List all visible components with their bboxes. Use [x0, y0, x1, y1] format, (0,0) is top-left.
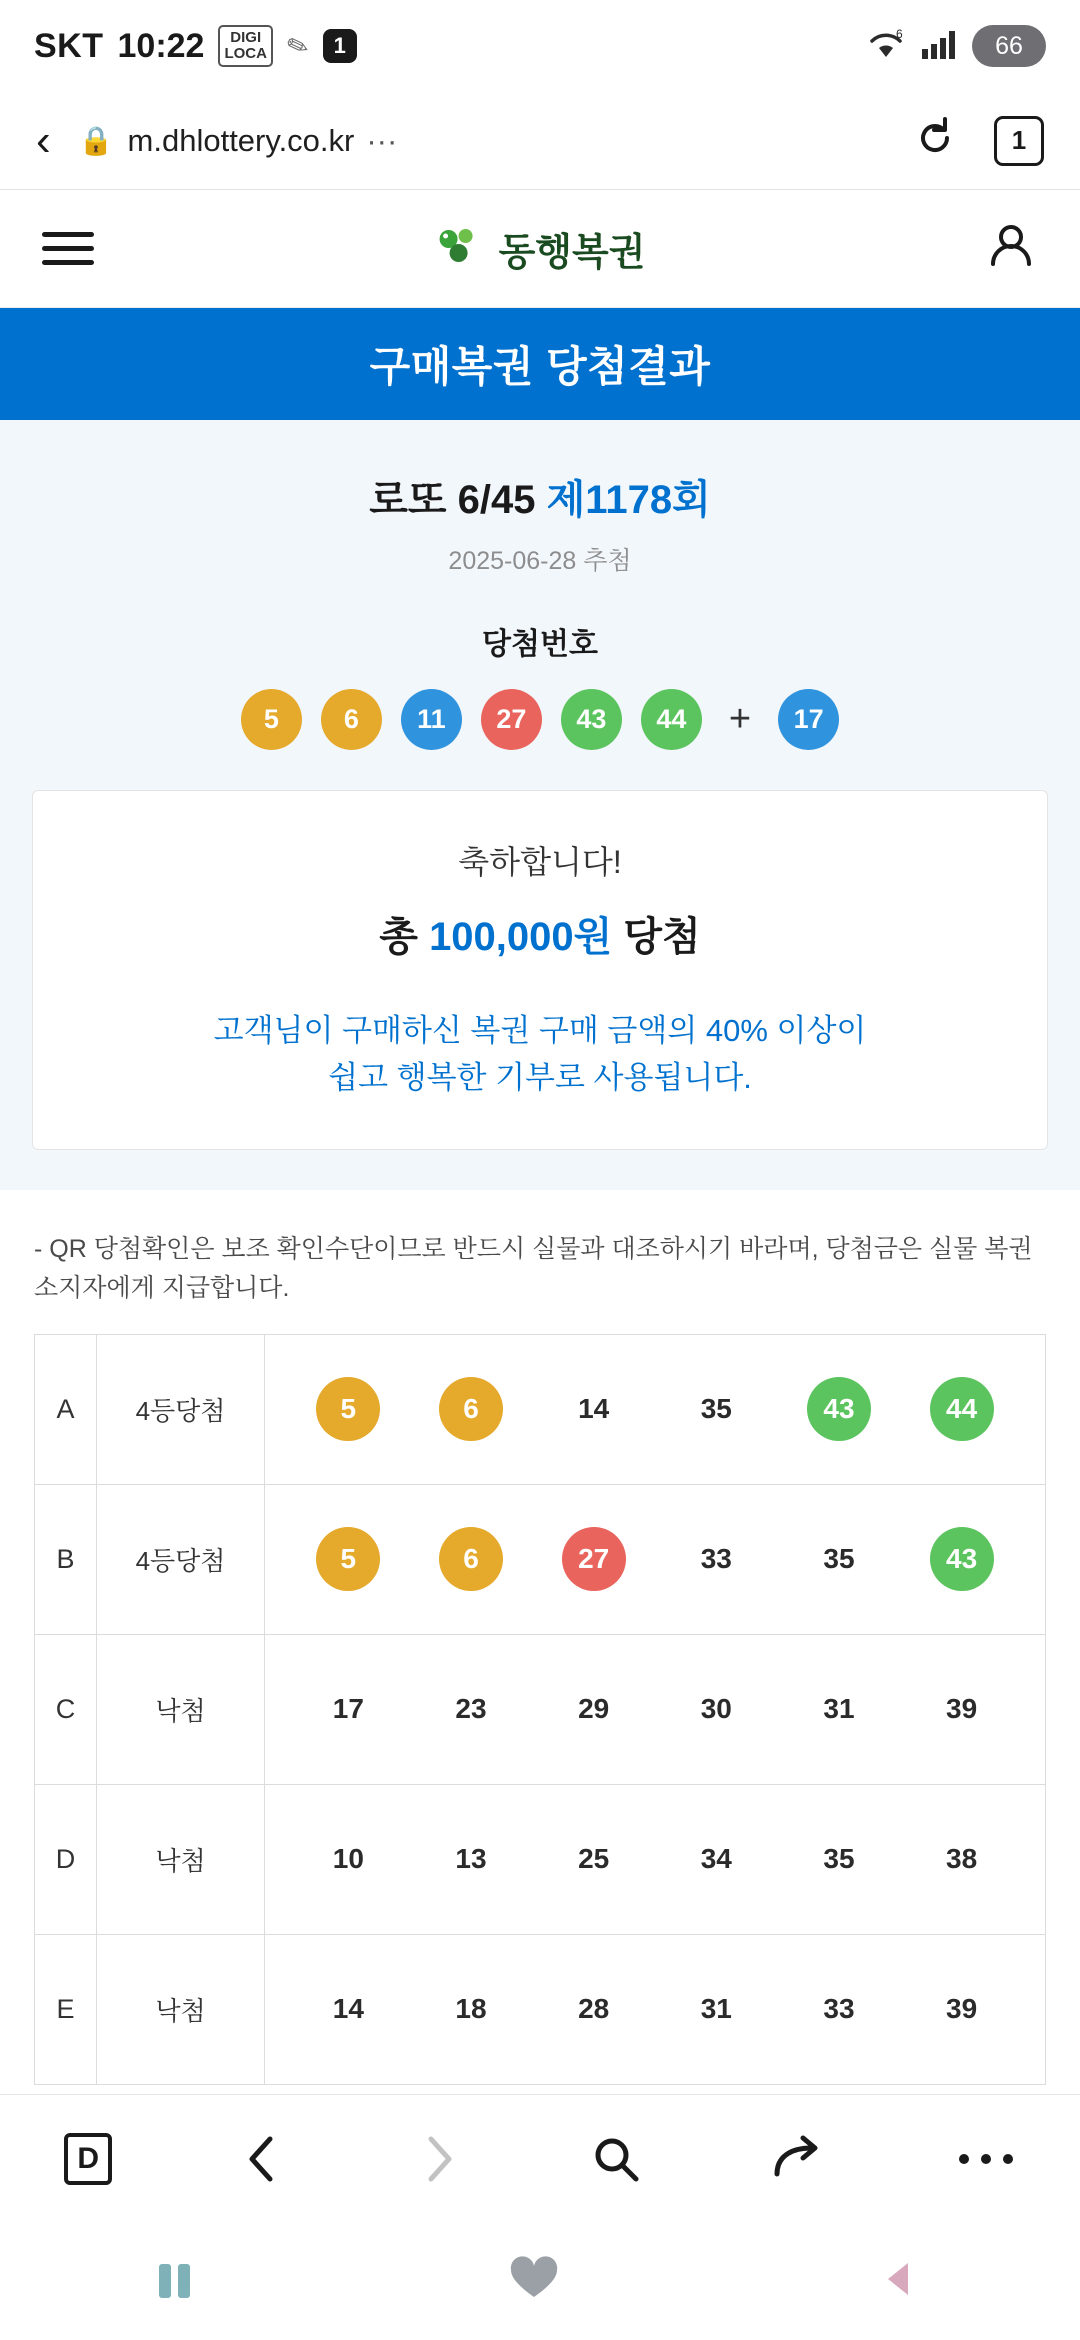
ticket-number: 35	[823, 1843, 855, 1874]
status-bar	[0, 0, 1080, 92]
table-row	[35, 1335, 1045, 1485]
dictionary-button[interactable]	[64, 2133, 112, 2185]
winning-ball: 44	[641, 689, 702, 750]
qr-notice-text: - QR 당첨확인은 보조 확인수단이므로 반드시 실물과 대조하시기 바라며, 당첨금은 실물 복권소지자에게 지급합니다.	[0, 1190, 1080, 1334]
donation-line-2: 쉽고 행복한 기부로 사용됩니다.	[328, 1059, 752, 1095]
ticket-number: 39	[946, 1693, 978, 1724]
row-numbers	[265, 1635, 1045, 1784]
ticket-number: 33	[823, 1993, 855, 2024]
row-letter: C	[35, 1635, 97, 1784]
digiloca-line2: LOCA	[224, 45, 267, 62]
dictionary-icon: D	[64, 2133, 112, 2185]
ticket-number: 31	[823, 1693, 855, 1724]
row-rank: 낙첨	[97, 1785, 265, 1934]
digiloca-line1: DIGI	[230, 29, 262, 46]
winning-ball: 43	[561, 689, 622, 750]
url-bar-actions	[912, 115, 1044, 166]
site-header	[0, 190, 1080, 308]
row-numbers	[265, 1935, 1045, 2084]
ticket-number: 35	[823, 1543, 855, 1574]
ticket-number: 18	[455, 1993, 487, 2024]
ticket-number: 39	[946, 1993, 978, 2024]
winning-ball: 6	[321, 689, 382, 750]
ticket-number: 6	[439, 1527, 503, 1591]
back-chevron-icon[interactable]	[240, 2131, 286, 2187]
ticket-number: 35	[700, 1393, 732, 1424]
hamburger-menu-icon[interactable]	[42, 232, 94, 265]
more-dots-icon[interactable]	[956, 2149, 1016, 2169]
browser-back-icon[interactable]: ‹	[36, 115, 51, 165]
search-icon[interactable]	[589, 2132, 643, 2186]
ticket-results-table	[34, 1334, 1046, 2085]
tab-count-button[interactable]: 1	[994, 116, 1044, 166]
page-title: 구매복권 당첨결과	[369, 343, 711, 390]
ticket-number: 14	[578, 1393, 610, 1424]
bonus-ball: 17	[778, 689, 839, 750]
ticket-number: 23	[455, 1693, 487, 1724]
draw-date: 2025-06-28 추첨	[448, 547, 632, 575]
table-row	[35, 1785, 1045, 1935]
ticket-number: 25	[578, 1843, 610, 1874]
lock-icon: 🔒	[78, 125, 114, 156]
carrier-label: SKT	[34, 26, 104, 65]
notification-count-badge: 1	[323, 29, 357, 63]
ticket-number: 6	[439, 1377, 503, 1441]
row-rank: 4등당첨	[97, 1485, 265, 1634]
row-rank: 낙첨	[97, 1635, 265, 1784]
home-heart-icon[interactable]	[507, 2255, 561, 2308]
row-letter: E	[35, 1935, 97, 2084]
ticket-number: 27	[562, 1527, 626, 1591]
status-bar-right	[866, 25, 1046, 67]
ticket-number: 44	[930, 1377, 994, 1441]
row-numbers	[265, 1785, 1045, 1934]
wifi-icon	[866, 27, 906, 66]
ticket-number: 5	[316, 1527, 380, 1591]
ticket-number: 28	[578, 1993, 610, 2024]
total-prize-line	[63, 905, 1017, 962]
svg-text:6: 6	[896, 26, 903, 41]
brand-name: 동행복권	[498, 232, 646, 274]
status-bar-left	[34, 25, 357, 67]
page-title-band	[0, 308, 1080, 420]
ticket-number: 34	[700, 1843, 732, 1874]
total-amount: 100,000원	[429, 915, 613, 959]
signal-bars-icon	[920, 27, 958, 66]
browser-url-bar	[0, 92, 1080, 190]
plus-sign: +	[728, 698, 752, 740]
round-number: 제1178회	[546, 478, 711, 522]
ticket-number: 33	[700, 1543, 732, 1574]
row-letter: B	[35, 1485, 97, 1634]
dhlottery-logo-icon	[435, 223, 485, 274]
url-text[interactable]: m.dhlottery.co.kr	[127, 122, 355, 158]
person-icon[interactable]	[984, 219, 1038, 278]
game-name: 로또 6/45	[369, 478, 536, 522]
ticket-number: 43	[807, 1377, 871, 1441]
ticket-number: 13	[455, 1843, 487, 1874]
back-triangle-icon[interactable]	[878, 2257, 922, 2306]
winning-numbers-label: 당첨번호	[482, 628, 598, 661]
prize-result-card	[32, 790, 1048, 1150]
row-letter: A	[35, 1335, 97, 1484]
pen-icon: ✎	[282, 27, 314, 64]
total-prefix: 총	[379, 915, 430, 959]
clock: 10:22	[117, 26, 205, 65]
table-row	[35, 1635, 1045, 1785]
game-round-line	[0, 468, 1080, 525]
share-icon[interactable]	[771, 2134, 827, 2184]
battery-indicator: 66	[972, 25, 1046, 67]
winning-ball: 27	[481, 689, 542, 750]
row-numbers	[265, 1335, 1045, 1484]
ticket-number: 10	[332, 1843, 364, 1874]
total-suffix: 당첨	[612, 915, 701, 959]
brand-logo[interactable]	[435, 221, 646, 276]
winning-ball: 11	[401, 689, 462, 750]
ticket-number: 5	[316, 1377, 380, 1441]
ticket-number: 31	[700, 1993, 732, 2024]
ticket-number: 30	[700, 1693, 732, 1724]
row-rank: 4등당첨	[97, 1335, 265, 1484]
winning-numbers-balls	[0, 689, 1080, 750]
ticket-number: 38	[946, 1843, 978, 1874]
donation-line-1: 고객님이 구매하신 복권 구매 금액의 40% 이상이	[213, 1013, 867, 1048]
ticket-number: 29	[578, 1693, 610, 1724]
forward-chevron-icon	[415, 2131, 461, 2187]
table-row	[35, 1485, 1045, 1635]
result-section	[0, 420, 1080, 1190]
browser-bottom-toolbar	[0, 2094, 1080, 2222]
ticket-number: 17	[332, 1693, 364, 1724]
ticket-number: 43	[930, 1527, 994, 1591]
android-nav-bar	[0, 2222, 1080, 2340]
row-rank: 낙첨	[97, 1935, 265, 2084]
winning-ball: 5	[241, 689, 302, 750]
congrats-text: 축하합니다!	[458, 844, 622, 880]
digiloca-icon	[218, 25, 273, 67]
ticket-number: 14	[332, 1993, 364, 2024]
row-letter: D	[35, 1785, 97, 1934]
table-row	[35, 1935, 1045, 2085]
reload-icon[interactable]	[912, 115, 958, 166]
row-numbers	[265, 1485, 1045, 1634]
url-overflow-icon[interactable]: ···	[366, 122, 398, 158]
recents-icon[interactable]	[159, 2264, 190, 2298]
